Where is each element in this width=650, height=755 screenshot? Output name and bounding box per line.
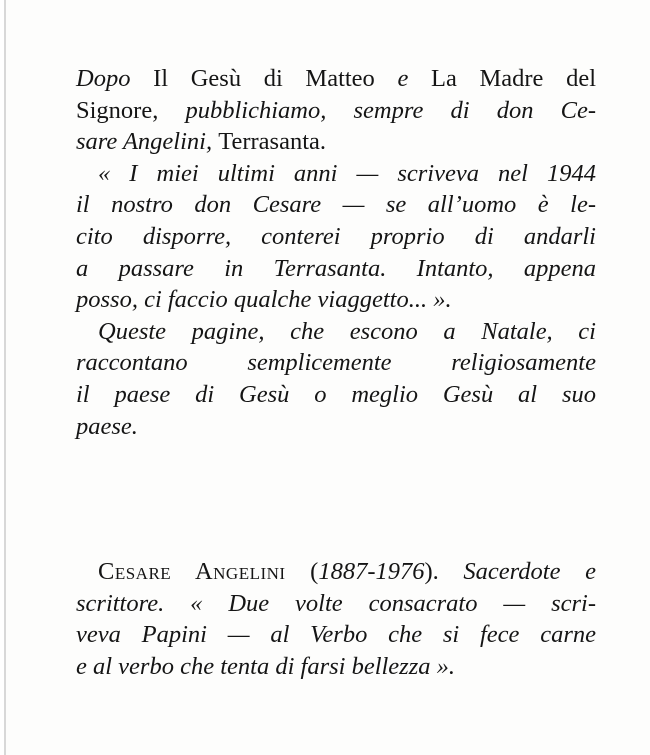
intro-line-9: Queste pagine, che escono a Natale, ci [98,317,596,345]
intro-line-3-part-2: Terrasanta. [218,128,327,156]
intro-line-1-part-2: Il Gesù di Matteo [130,65,398,92]
intro-line-5: il nostro don Cesare — se all’uomo è le- [76,191,596,219]
bio-line-4: e al verbo che tenta di farsi bellezza ». [76,652,455,680]
intro-line-12: paese. [76,412,138,440]
author-bio-paragraph [76,556,596,682]
intro-line-1-part-4: La Madre del [408,65,596,92]
intro-line-11: il paese di Gesù o meglio Gesù al suo [76,380,596,408]
intro-line-1 [76,63,596,95]
bio-line-1 [76,556,596,588]
intro-line-2 [76,95,596,127]
intro-line-7: a passare in Terrasanta. Intanto, appena [76,254,596,282]
author-years: 1887-1976 [318,558,425,585]
intro-paragraph [76,63,596,442]
intro-line-3 [76,126,596,158]
intro-line-8: posso, ci faccio qualche viaggetto... ». [76,286,452,314]
bio-line-1-part-5: Sacerdote e [463,558,596,585]
author-name: Cesare Angelini [98,558,286,585]
bio-line-1-paren-open: ( [285,558,319,585]
intro-line-6: cito disporre, conterei proprio di andarli [76,222,596,250]
intro-line-4: « I miei ultimi anni — scriveva nel 1944 [98,159,596,187]
bio-line-1-paren-close: ). [424,558,464,585]
bio-line-2: scrittore. « Due volte consacrato — scri- [76,589,596,617]
intro-line-1-part-3: e [397,65,409,92]
book-flap-page [4,0,650,755]
bio-line-3: veva Papini — al Verbo che si fece carne [76,621,596,649]
intro-line-10: raccontano semplicemente religiosamente [76,349,596,377]
intro-line-2-part-1: Signore, [76,96,186,124]
intro-line-2-part-2: pubblichiamo, sempre di don Ce- [185,96,596,124]
intro-line-1-part-1: Dopo [76,65,131,92]
intro-line-3-part-1: sare Angelini, [76,128,219,156]
